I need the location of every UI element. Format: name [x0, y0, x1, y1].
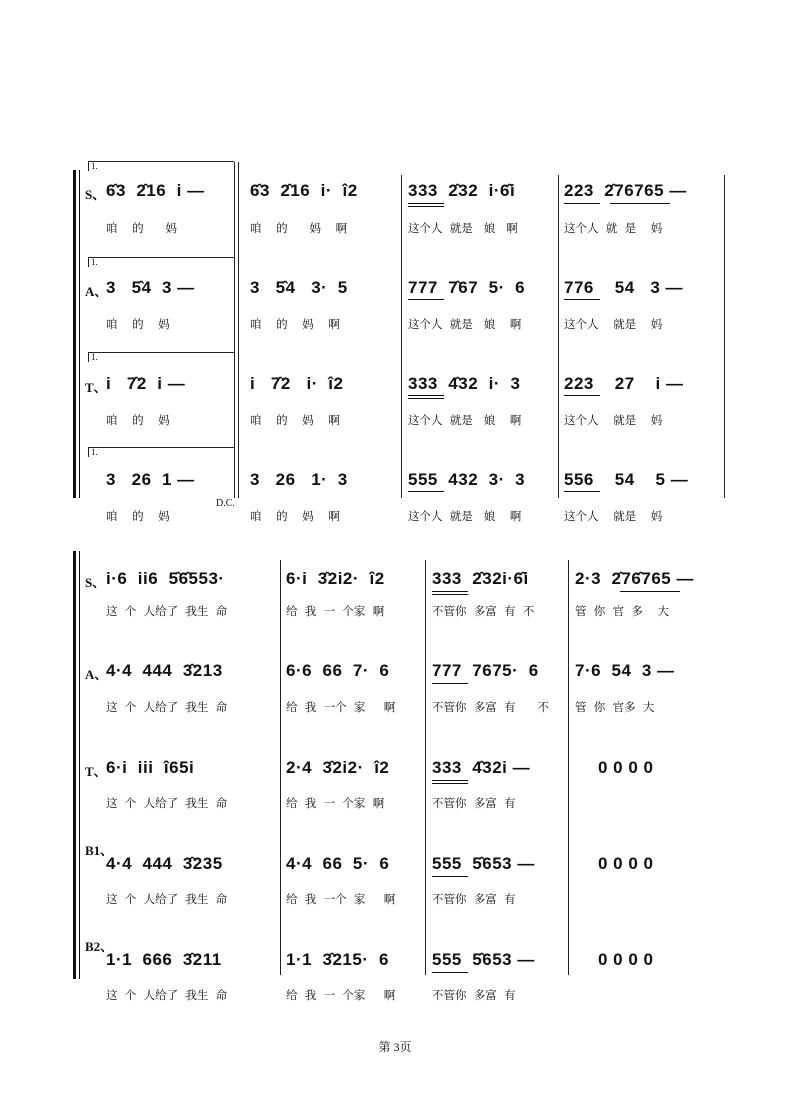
lyric-line: 不管你 多富 有 不: [432, 604, 535, 618]
system-brace: [73, 551, 76, 979]
barline: [558, 175, 559, 498]
duration-underline: [564, 491, 600, 492]
lyric-line: 咱 的 妈 啊: [250, 317, 340, 331]
system-brace-inner: [79, 170, 80, 498]
notation-measure: 555 5̂653 —: [432, 854, 535, 873]
lyric-line: 给 我 一个 家 啊: [286, 700, 396, 714]
notation-measure: 3 5̂4 3· 5: [250, 278, 348, 297]
notation-measure: i 7̂2 i· î2: [250, 374, 344, 393]
duration-underline: [620, 591, 680, 592]
lyric-line: 这 个 人给了 我生 命: [106, 700, 228, 714]
notation-measure: 7·6 54 3 —: [575, 661, 675, 680]
volta-bracket: [88, 447, 234, 448]
voice-label-tenor: T、: [85, 380, 107, 395]
lyric-line: 管 你 官 多 大: [575, 604, 670, 618]
duration-underline: [610, 203, 670, 204]
lyric-line: 咱 的 妈 啊: [250, 509, 340, 523]
duration-underline: [432, 683, 468, 684]
barline: [401, 175, 402, 498]
volta-bracket: [88, 257, 234, 258]
lyric-line: 这个人 就是 娘 啊: [408, 413, 522, 427]
lyric-line: 这个人 就是 娘 啊: [408, 509, 522, 523]
volta-number: 1.: [91, 257, 98, 267]
lyric-line: 不管你 多富 有: [432, 796, 516, 810]
voice-label-soprano: S、: [85, 187, 106, 202]
lyric-line: 给 我 一 个家 啊: [286, 796, 385, 810]
duration-underline: [408, 398, 444, 399]
notation-measure: 4·4 444 3̂235: [106, 854, 223, 873]
lyric-line: 这个人 就是 妈: [564, 413, 663, 427]
notation-measure: 2·3 2̂76̂765 —: [575, 569, 694, 588]
duration-underline: [432, 783, 468, 784]
lyric-line: 不管你 多富 有: [432, 988, 516, 1002]
volta-bracket: [88, 161, 234, 162]
lyric-line: 管 你 官多 大: [575, 700, 655, 714]
duration-underline: [564, 203, 600, 204]
lyric-line: 这 个 人给了 我生 命: [106, 988, 228, 1002]
duration-underline: [432, 876, 468, 877]
notation-measure: 1·1 3̂215· 6: [286, 950, 389, 969]
lyric-line: 咱 的 妈: [106, 317, 170, 331]
volta-bracket: [88, 447, 89, 457]
volta-number: 1.: [91, 447, 98, 457]
voice-label-alto: A、: [85, 284, 108, 299]
lyric-line: 咱 的 妈: [106, 413, 170, 427]
barline: [238, 162, 239, 498]
volta-bracket: [88, 352, 234, 353]
notation-measure: 777 7̂67 5· 6: [408, 278, 526, 297]
page-number: 第 3页: [378, 1040, 412, 1054]
duration-underline: [408, 395, 444, 396]
notation-measure: 776 54 3 —: [564, 278, 684, 297]
volta-number: 1.: [91, 352, 98, 362]
notation-measure: 223 27 i —: [564, 374, 684, 393]
notation-measure: 3 26 1 —: [106, 470, 195, 489]
notation-measure: 333 4̂32 i· 3: [408, 374, 521, 393]
dc-marking: D.C.: [216, 498, 235, 509]
voice-label-tenor: T、: [85, 764, 107, 779]
duration-underline: [564, 395, 600, 396]
notation-measure: 3 5̂4 3 —: [106, 278, 195, 297]
lyric-line: 给 我 一个 家 啊: [286, 892, 396, 906]
barline: [280, 560, 281, 975]
lyric-line: 这 个 人给了 我生 命: [106, 892, 228, 906]
lyric-line: 这个人 就是 妈: [564, 509, 663, 523]
barline: [724, 175, 725, 498]
lyric-line: 咱 的 妈 啊: [250, 221, 348, 235]
lyric-line: 这 个 人给了 我生 命: [106, 796, 228, 810]
notation-measure: 6·6 66 7· 6: [286, 661, 390, 680]
notation-measure: 556 54 5 —: [564, 470, 689, 489]
notation-measure: 6̂3 2̂16 i· î2: [250, 181, 358, 200]
volta-bracket: [88, 257, 89, 267]
lyric-line: 这个人 就 是 妈: [564, 221, 663, 235]
lyric-line: 不管你 多富 有: [432, 892, 516, 906]
notation-measure: 6·i 3̂2i2· î2: [286, 569, 385, 588]
duration-underline: [432, 780, 468, 781]
notation-measure: 555 432 3· 3: [408, 470, 526, 489]
lyric-line: 不管你 多富 有 不: [432, 700, 550, 714]
lyric-line: 给 我 一 个家 啊: [286, 604, 385, 618]
duration-underline: [408, 299, 444, 300]
lyric-line: 这 个 人给了 我生 命: [106, 604, 228, 618]
duration-underline: [564, 299, 600, 300]
duration-underline: [432, 972, 468, 973]
notation-measure: 777 7675· 6: [432, 661, 539, 680]
notation-measure: 6·i iii î65i: [106, 758, 195, 777]
duration-underline: [408, 491, 444, 492]
barline: [568, 560, 569, 975]
notation-measure: i·6 ii6 5̂6̂553·: [106, 569, 225, 588]
notation-measure: 333 2̂32 i·6̂i: [408, 181, 516, 200]
notation-measure: 2·4 3̂2i2· î2: [286, 758, 390, 777]
system-brace: [73, 170, 76, 498]
notation-measure: 4·4 444 3̂213: [106, 661, 223, 680]
duration-underline: [432, 594, 468, 595]
notation-measure: 0 0 0 0: [598, 950, 654, 969]
voice-label-bass-2: B2、: [85, 939, 114, 954]
voice-label-bass-1: B1、: [85, 843, 114, 858]
notation-measure: 6̂3 2̂16 i —: [106, 181, 205, 200]
notation-measure: 333 4̂32i —: [432, 758, 531, 777]
notation-measure: 0 0 0 0: [598, 758, 654, 777]
notation-measure: 333 2̂32i·6̂i: [432, 569, 529, 588]
lyric-line: 咱 的 妈 啊: [250, 413, 340, 427]
notation-measure: i 7̂2 i —: [106, 374, 186, 393]
barline: [425, 560, 426, 975]
lyric-line: 这个人 就是 娘 啊: [408, 221, 518, 235]
duration-underline: [408, 203, 444, 204]
lyric-line: 咱 的 妈: [106, 509, 170, 523]
notation-measure: 1·1 666 3̂211: [106, 950, 222, 969]
system-brace-inner: [79, 551, 80, 979]
voice-label-soprano: S、: [85, 575, 106, 590]
lyric-line: 这个人 就是 妈: [564, 317, 663, 331]
barline: [234, 162, 235, 498]
duration-underline: [408, 206, 444, 207]
notation-measure: 555 5̂653 —: [432, 950, 535, 969]
lyric-line: 咱 的 妈: [106, 221, 178, 235]
voice-label-alto: A、: [85, 667, 108, 682]
volta-number: 1.: [91, 161, 98, 171]
notation-measure: 3 26 1· 3: [250, 470, 348, 489]
lyric-line: 给 我 一 个家 啊: [286, 988, 396, 1002]
duration-underline: [432, 591, 468, 592]
volta-bracket: [88, 161, 89, 171]
notation-measure: 4·4 66 5· 6: [286, 854, 390, 873]
notation-measure: 0 0 0 0: [598, 854, 654, 873]
notation-measure: 223 2̂76765 —: [564, 181, 687, 200]
lyric-line: 这个人 就是 娘 啊: [408, 317, 522, 331]
volta-bracket: [88, 352, 89, 362]
